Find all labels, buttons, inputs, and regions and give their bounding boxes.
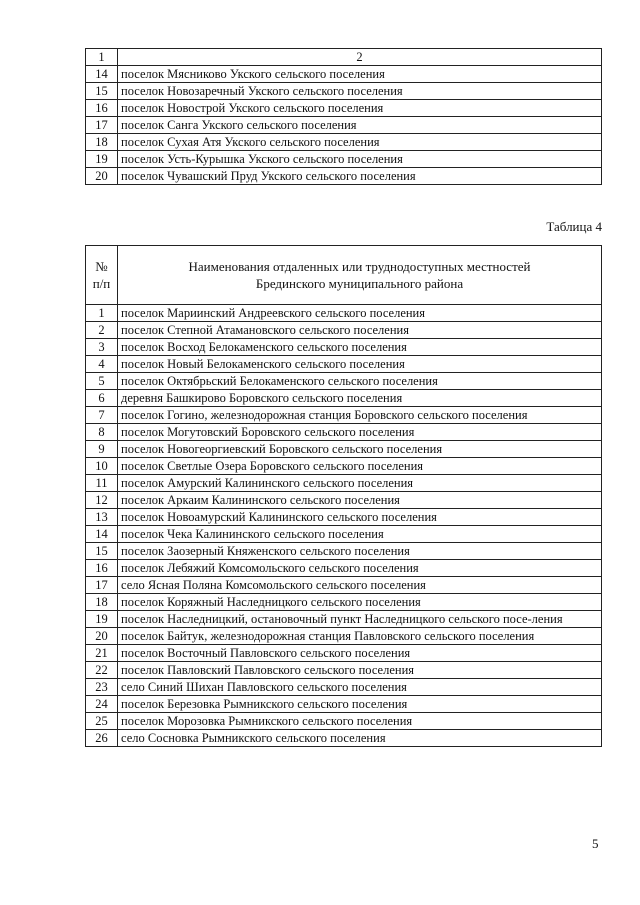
row-number: 6 <box>86 390 118 407</box>
column-number-header-line2: п/п <box>92 276 111 291</box>
locality-name: поселок Новогеоргиевский Боровского сельского поселения <box>118 441 602 458</box>
locality-name: поселок Павловский Павловского сельского поселения <box>118 662 602 679</box>
table-caption: Таблица 4 <box>546 219 602 234</box>
column-name-header-line2: Брединского муниципального района <box>255 276 464 291</box>
table-row <box>86 407 602 424</box>
page-number: 5 <box>592 836 599 851</box>
column-number-header: 1 <box>86 49 118 66</box>
row-number: 12 <box>86 492 118 509</box>
locality-name: поселок Восход Белокаменского сельского поселения <box>118 339 602 356</box>
locality-name: поселок Мясниково Укского сельского поселения <box>118 66 602 83</box>
table-row <box>86 83 602 100</box>
table-row <box>86 679 602 696</box>
table-row <box>86 713 602 730</box>
locality-name: поселок Новозаречный Укского сельского поселения <box>118 83 602 100</box>
table-header-row <box>86 49 602 66</box>
table-row <box>86 594 602 611</box>
locality-name: село Ясная Поляна Комсомольского сельского поселения <box>118 577 602 594</box>
table-row <box>86 509 602 526</box>
row-number: 7 <box>86 407 118 424</box>
row-number: 19 <box>86 151 118 168</box>
locality-name: поселок Чека Калининского сельского поселения <box>118 526 602 543</box>
row-number: 3 <box>86 339 118 356</box>
row-number: 15 <box>86 83 118 100</box>
table-row <box>86 373 602 390</box>
row-number: 19 <box>86 611 118 628</box>
locality-name: село Сосновка Рымникского сельского поселения <box>118 730 602 747</box>
locality-name: поселок Степной Атамановского сельского поселения <box>118 322 602 339</box>
table-row <box>86 526 602 543</box>
row-number: 14 <box>86 526 118 543</box>
locality-name: поселок Чувашский Пруд Укского сельского поселения <box>118 168 602 185</box>
locality-name: поселок Лебяжий Комсомольского сельского поселения <box>118 560 602 577</box>
table-row <box>86 339 602 356</box>
table-row <box>86 151 602 168</box>
table-row <box>86 560 602 577</box>
row-number: 25 <box>86 713 118 730</box>
row-number: 14 <box>86 66 118 83</box>
row-number: 17 <box>86 117 118 134</box>
locality-name: поселок Могутовский Боровского сельского поселения <box>118 424 602 441</box>
row-number: 21 <box>86 645 118 662</box>
table-row <box>86 662 602 679</box>
row-number: 16 <box>86 100 118 117</box>
column-number-header-line1: № <box>95 259 108 274</box>
row-number: 11 <box>86 475 118 492</box>
table-row <box>86 100 602 117</box>
row-number: 10 <box>86 458 118 475</box>
row-number: 5 <box>86 373 118 390</box>
locality-name: поселок Наследницкий, остановочный пункт Наследницкого сельского посе-ления <box>118 611 602 628</box>
table-row <box>86 458 602 475</box>
table-row <box>86 492 602 509</box>
locality-name: деревня Башкирово Боровского сельского поселения <box>118 390 602 407</box>
locality-name: поселок Усть-Курышка Укского сельского поселения <box>118 151 602 168</box>
column-number-header <box>86 246 118 305</box>
table-row <box>86 424 602 441</box>
row-number: 2 <box>86 322 118 339</box>
locality-name: поселок Санга Укского сельского поселения <box>118 117 602 134</box>
row-number: 23 <box>86 679 118 696</box>
locality-name: поселок Коряжный Наследницкого сельского поселения <box>118 594 602 611</box>
row-number: 22 <box>86 662 118 679</box>
table-header-row <box>86 246 602 305</box>
table-row <box>86 117 602 134</box>
locality-name: поселок Новострой Укского сельского поселения <box>118 100 602 117</box>
table-row <box>86 356 602 373</box>
table-row <box>86 696 602 713</box>
locality-name: поселок Сухая Атя Укского сельского поселения <box>118 134 602 151</box>
remote-localities-table <box>85 245 602 747</box>
locality-name: поселок Мариинский Андреевского сельского поселения <box>118 305 602 322</box>
remote-localities-table-body <box>86 246 602 747</box>
locality-name: поселок Светлые Озера Боровского сельского поселения <box>118 458 602 475</box>
table-row <box>86 305 602 322</box>
locality-name: поселок Аркаим Калининского сельского поселения <box>118 492 602 509</box>
localities-table-continued-body <box>86 49 602 185</box>
row-number: 24 <box>86 696 118 713</box>
locality-name: поселок Гогино, железнодорожная станция Боровского сельского поселения <box>118 407 602 424</box>
table-row <box>86 543 602 560</box>
locality-name: поселок Октябрьский Белокаменского сельского поселения <box>118 373 602 390</box>
table-row <box>86 730 602 747</box>
locality-name: поселок Восточный Павловского сельского поселения <box>118 645 602 662</box>
table-row <box>86 134 602 151</box>
locality-name: поселок Новоамурский Калининского сельского поселения <box>118 509 602 526</box>
table-row <box>86 475 602 492</box>
table-row <box>86 611 602 628</box>
row-number: 15 <box>86 543 118 560</box>
locality-name: поселок Морозовка Рымникского сельского поселения <box>118 713 602 730</box>
column-name-header-line1: Наименования отдаленных или труднодоступных местностей <box>188 259 531 274</box>
row-number: 13 <box>86 509 118 526</box>
locality-name: поселок Байтук, железнодорожная станция Павловского сельского поселения <box>118 628 602 645</box>
row-number: 1 <box>86 305 118 322</box>
table-row <box>86 577 602 594</box>
row-number: 4 <box>86 356 118 373</box>
table-row <box>86 645 602 662</box>
table-row <box>86 168 602 185</box>
row-number: 9 <box>86 441 118 458</box>
row-number: 26 <box>86 730 118 747</box>
row-number: 16 <box>86 560 118 577</box>
column-name-header: 2 <box>118 49 602 66</box>
locality-name: село Синий Шихан Павловского сельского поселения <box>118 679 602 696</box>
row-number: 18 <box>86 134 118 151</box>
locality-name: поселок Заозерный Княженского сельского поселения <box>118 543 602 560</box>
row-number: 18 <box>86 594 118 611</box>
table-row <box>86 628 602 645</box>
table-row <box>86 390 602 407</box>
table-row <box>86 322 602 339</box>
column-name-header <box>118 246 602 305</box>
table-row <box>86 66 602 83</box>
locality-name: поселок Березовка Рымникского сельского поселения <box>118 696 602 713</box>
localities-table-continued <box>85 48 602 185</box>
locality-name: поселок Новый Белокаменского сельского поселения <box>118 356 602 373</box>
row-number: 20 <box>86 628 118 645</box>
row-number: 8 <box>86 424 118 441</box>
row-number: 20 <box>86 168 118 185</box>
row-number: 17 <box>86 577 118 594</box>
locality-name: поселок Амурский Калининского сельского поселения <box>118 475 602 492</box>
table-row <box>86 441 602 458</box>
